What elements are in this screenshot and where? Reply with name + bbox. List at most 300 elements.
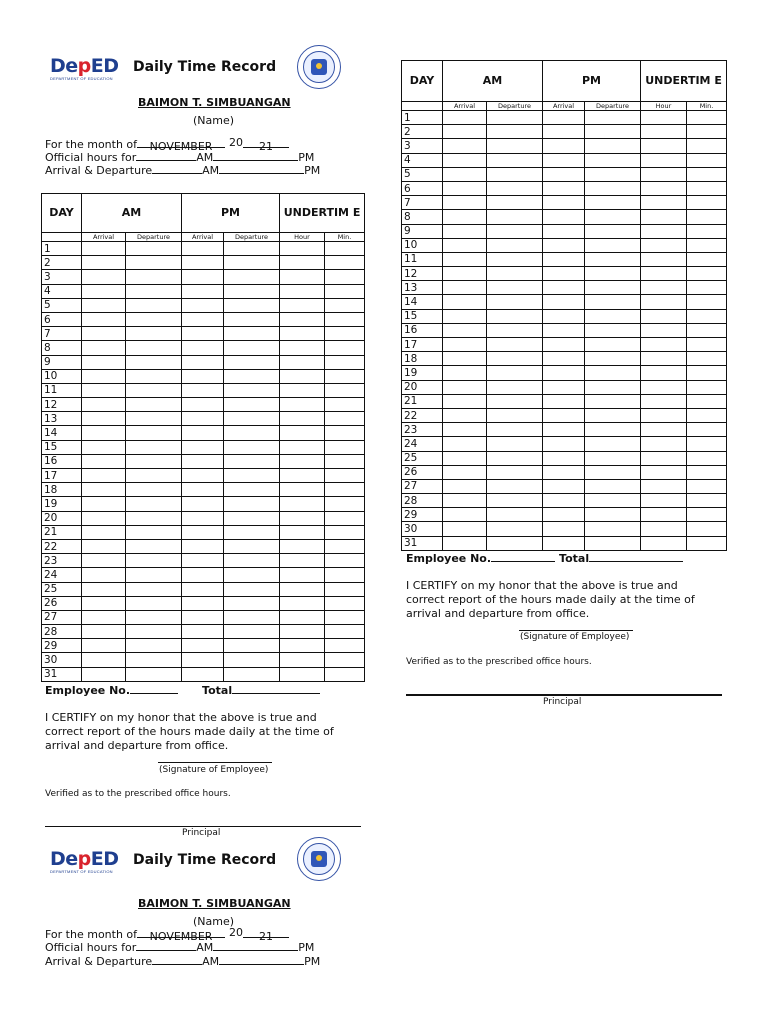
time-cell — [443, 338, 487, 352]
hour-subheader: Hour — [280, 233, 325, 242]
time-cell — [443, 494, 487, 508]
time-cell — [280, 539, 325, 553]
time-cell — [687, 295, 727, 309]
time-cell — [487, 394, 543, 408]
day-number: 30 — [42, 653, 82, 667]
table-row — [42, 568, 365, 582]
table-row — [42, 298, 365, 312]
time-cell — [182, 539, 224, 553]
dtr-table-body — [402, 61, 727, 551]
time-cell — [585, 465, 641, 479]
time-cell — [443, 451, 487, 465]
time-cell — [82, 355, 126, 369]
pm-arrival-subheader: Arrival — [543, 102, 585, 111]
time-cell — [280, 327, 325, 341]
time-cell — [543, 366, 585, 380]
day-number: 17 — [402, 338, 443, 352]
deped-logo: DepED DEPARTMENT OF EDUCATION — [50, 55, 119, 81]
time-cell — [487, 423, 543, 437]
time-cell — [280, 412, 325, 426]
time-cell — [182, 469, 224, 483]
table-row — [42, 539, 365, 553]
time-cell — [182, 497, 224, 511]
time-cell — [325, 667, 365, 681]
time-cell — [182, 568, 224, 582]
am-arrival-subheader: Arrival — [82, 233, 126, 242]
day-number: 31 — [42, 667, 82, 681]
time-cell — [585, 536, 641, 550]
time-cell — [82, 497, 126, 511]
time-cell — [543, 522, 585, 536]
time-cell — [641, 423, 687, 437]
certify-statement-2: I CERTIFY on my honor that the above is true and correct report of the hours made daily at the time of arrival and departure from office. — [406, 579, 695, 620]
time-cell — [224, 355, 280, 369]
time-cell — [585, 423, 641, 437]
table-row — [402, 423, 727, 437]
time-cell — [487, 224, 543, 238]
time-cell — [443, 408, 487, 422]
time-cell — [585, 281, 641, 295]
time-cell — [443, 508, 487, 522]
table-row — [402, 437, 727, 451]
time-cell — [641, 224, 687, 238]
time-cell — [641, 210, 687, 224]
time-cell — [543, 167, 585, 181]
time-cell — [126, 369, 182, 383]
time-cell — [280, 667, 325, 681]
time-cell — [82, 341, 126, 355]
table-row — [42, 554, 365, 568]
time-cell — [280, 483, 325, 497]
time-cell — [641, 479, 687, 493]
time-cell — [487, 309, 543, 323]
day-number: 23 — [42, 554, 82, 568]
day-number: 15 — [402, 309, 443, 323]
day-number: 13 — [402, 281, 443, 295]
time-cell — [126, 625, 182, 639]
time-cell — [126, 469, 182, 483]
time-cell — [182, 582, 224, 596]
time-cell — [126, 298, 182, 312]
time-cell — [126, 610, 182, 624]
time-cell — [325, 554, 365, 568]
table-row — [402, 125, 727, 139]
time-cell — [641, 366, 687, 380]
day-number: 3 — [42, 270, 82, 284]
time-cell — [641, 125, 687, 139]
time-cell — [325, 596, 365, 610]
time-cell — [687, 508, 727, 522]
day-number: 23 — [402, 423, 443, 437]
time-cell — [82, 242, 126, 256]
time-cell — [126, 426, 182, 440]
time-cell — [641, 167, 687, 181]
time-cell — [126, 539, 182, 553]
dtr-table-body — [42, 194, 365, 682]
time-cell — [487, 437, 543, 451]
time-cell — [224, 469, 280, 483]
table-row — [402, 338, 727, 352]
time-cell — [687, 494, 727, 508]
time-cell — [224, 454, 280, 468]
time-cell — [687, 366, 727, 380]
time-cell — [224, 398, 280, 412]
day-number: 8 — [42, 341, 82, 355]
time-cell — [224, 582, 280, 596]
time-cell — [224, 312, 280, 326]
time-cell — [82, 469, 126, 483]
time-cell — [280, 284, 325, 298]
principal-caption-2: Principal — [543, 697, 582, 707]
pm-arrival-subheader: Arrival — [182, 233, 224, 242]
time-cell — [543, 338, 585, 352]
principal-line — [45, 826, 361, 827]
time-cell — [641, 451, 687, 465]
time-cell — [641, 238, 687, 252]
table-row — [42, 653, 365, 667]
signature-caption-2: (Signature of Employee) — [520, 632, 630, 642]
time-cell — [641, 394, 687, 408]
table-row — [402, 352, 727, 366]
day-number: 21 — [402, 394, 443, 408]
time-cell — [687, 252, 727, 266]
day-number: 3 — [402, 139, 443, 153]
time-cell — [443, 210, 487, 224]
table-row — [402, 494, 727, 508]
table-row — [42, 511, 365, 525]
time-cell — [126, 256, 182, 270]
table-row — [402, 139, 727, 153]
table-row — [42, 383, 365, 397]
time-cell — [443, 267, 487, 281]
day-number: 18 — [402, 352, 443, 366]
table-row — [402, 522, 727, 536]
time-cell — [487, 153, 543, 167]
table-row — [402, 465, 727, 479]
time-cell — [641, 536, 687, 550]
employee-name: BAIMON T. SIMBUANGAN — [138, 96, 291, 109]
time-cell — [126, 667, 182, 681]
time-cell — [182, 625, 224, 639]
day-number: 22 — [42, 539, 82, 553]
time-cell — [585, 238, 641, 252]
time-cell — [585, 380, 641, 394]
day-number: 31 — [402, 536, 443, 550]
time-cell — [182, 412, 224, 426]
time-cell — [182, 554, 224, 568]
time-cell — [543, 479, 585, 493]
day-number: 14 — [402, 295, 443, 309]
time-cell — [182, 369, 224, 383]
time-cell — [82, 554, 126, 568]
day-number: 16 — [402, 323, 443, 337]
day-number: 12 — [42, 398, 82, 412]
day-number: 11 — [42, 383, 82, 397]
time-cell — [325, 270, 365, 284]
time-cell — [126, 242, 182, 256]
time-cell — [585, 252, 641, 266]
time-cell — [126, 284, 182, 298]
table-row — [42, 256, 365, 270]
time-cell — [487, 479, 543, 493]
table-row — [402, 153, 727, 167]
time-cell — [687, 423, 727, 437]
time-cell — [487, 125, 543, 139]
time-cell — [641, 252, 687, 266]
time-cell — [182, 525, 224, 539]
time-cell — [82, 539, 126, 553]
time-cell — [443, 153, 487, 167]
time-cell — [585, 295, 641, 309]
table-row — [42, 469, 365, 483]
table-row — [42, 412, 365, 426]
day-number: 16 — [42, 454, 82, 468]
time-cell — [687, 451, 727, 465]
dtr-table-left — [41, 193, 365, 682]
time-cell — [280, 568, 325, 582]
time-cell — [224, 284, 280, 298]
time-cell — [82, 298, 126, 312]
time-cell — [487, 536, 543, 550]
time-cell — [641, 281, 687, 295]
day-number: 27 — [402, 479, 443, 493]
time-cell — [224, 596, 280, 610]
employee-name-2: BAIMON T. SIMBUANGAN — [138, 897, 291, 910]
time-cell — [182, 653, 224, 667]
day-number: 10 — [42, 369, 82, 383]
time-cell — [543, 423, 585, 437]
time-cell — [82, 440, 126, 454]
time-cell — [585, 153, 641, 167]
time-cell — [224, 610, 280, 624]
time-cell — [325, 582, 365, 596]
time-cell — [325, 383, 365, 397]
time-cell — [280, 497, 325, 511]
time-cell — [224, 298, 280, 312]
time-cell — [487, 352, 543, 366]
time-cell — [585, 394, 641, 408]
table-row — [402, 408, 727, 422]
signature-line-2 — [519, 630, 633, 631]
time-cell — [487, 252, 543, 266]
time-cell — [443, 238, 487, 252]
time-cell — [280, 398, 325, 412]
time-cell — [443, 465, 487, 479]
time-cell — [224, 412, 280, 426]
month-line-2: For the month of NOVEMBER 20 21 — [45, 928, 289, 941]
table-row — [42, 440, 365, 454]
day-number: 8 — [402, 210, 443, 224]
day-number: 10 — [402, 238, 443, 252]
time-cell — [182, 596, 224, 610]
time-cell — [325, 483, 365, 497]
time-cell — [82, 625, 126, 639]
arrival-departure-line-2: Arrival & Departure AM PM — [45, 955, 321, 968]
deped-seal-icon-2 — [297, 837, 341, 881]
time-cell — [224, 525, 280, 539]
time-cell — [543, 139, 585, 153]
time-cell — [126, 511, 182, 525]
day-number: 4 — [42, 284, 82, 298]
table-row — [402, 508, 727, 522]
time-cell — [687, 408, 727, 422]
table-row — [402, 210, 727, 224]
time-cell — [585, 267, 641, 281]
time-cell — [641, 408, 687, 422]
time-cell — [182, 327, 224, 341]
time-cell — [687, 153, 727, 167]
day-number: 1 — [402, 111, 443, 125]
table-row — [42, 369, 365, 383]
time-cell — [585, 125, 641, 139]
time-cell — [182, 270, 224, 284]
day-number: 19 — [42, 497, 82, 511]
table-row — [402, 238, 727, 252]
time-cell — [280, 256, 325, 270]
time-cell — [280, 426, 325, 440]
time-cell — [82, 256, 126, 270]
time-cell — [224, 554, 280, 568]
time-cell — [325, 327, 365, 341]
time-cell — [280, 312, 325, 326]
time-cell — [443, 281, 487, 295]
time-cell — [280, 440, 325, 454]
time-cell — [687, 181, 727, 195]
day-number: 25 — [42, 582, 82, 596]
time-cell — [182, 426, 224, 440]
day-number: 5 — [402, 167, 443, 181]
time-cell — [126, 383, 182, 397]
day-number: 20 — [402, 380, 443, 394]
table-row — [402, 309, 727, 323]
time-cell — [543, 451, 585, 465]
day-number: 6 — [402, 181, 443, 195]
time-cell — [687, 536, 727, 550]
time-cell — [126, 440, 182, 454]
time-cell — [82, 383, 126, 397]
time-cell — [585, 210, 641, 224]
time-cell — [325, 398, 365, 412]
time-cell — [687, 465, 727, 479]
time-cell — [543, 224, 585, 238]
table-row — [402, 479, 727, 493]
month-line: For the month of NOVEMBER 20 21 — [45, 138, 289, 151]
time-cell — [325, 355, 365, 369]
time-cell — [82, 426, 126, 440]
time-cell — [82, 596, 126, 610]
table-row — [402, 196, 727, 210]
time-cell — [443, 224, 487, 238]
time-cell — [585, 323, 641, 337]
table-row — [402, 267, 727, 281]
time-cell — [325, 610, 365, 624]
time-cell — [687, 196, 727, 210]
table-row — [402, 366, 727, 380]
day-number: 18 — [42, 483, 82, 497]
time-cell — [325, 426, 365, 440]
table-row — [402, 394, 727, 408]
time-cell — [641, 522, 687, 536]
time-cell — [543, 536, 585, 550]
time-cell — [126, 341, 182, 355]
time-cell — [585, 494, 641, 508]
pm-header: PM — [182, 194, 280, 233]
time-cell — [182, 667, 224, 681]
time-cell — [325, 412, 365, 426]
day-number: 11 — [402, 252, 443, 266]
employee-no-line-2: Employee No. Total — [406, 552, 683, 565]
time-cell — [487, 181, 543, 195]
table-row — [42, 426, 365, 440]
time-cell — [280, 242, 325, 256]
time-cell — [182, 483, 224, 497]
time-cell — [687, 224, 727, 238]
time-cell — [224, 440, 280, 454]
time-cell — [641, 437, 687, 451]
time-cell — [224, 497, 280, 511]
time-cell — [687, 394, 727, 408]
time-cell — [443, 437, 487, 451]
dtr-table-right — [401, 60, 727, 551]
time-cell — [487, 167, 543, 181]
time-cell — [443, 479, 487, 493]
table-row — [42, 454, 365, 468]
time-cell — [182, 398, 224, 412]
table-row — [402, 181, 727, 195]
time-cell — [543, 153, 585, 167]
principal-caption: Principal — [182, 828, 221, 838]
table-row — [402, 252, 727, 266]
day-header: DAY — [402, 61, 443, 102]
time-cell — [543, 210, 585, 224]
time-cell — [543, 238, 585, 252]
time-cell — [443, 366, 487, 380]
time-cell — [126, 653, 182, 667]
time-cell — [487, 139, 543, 153]
day-number: 2 — [42, 256, 82, 270]
time-cell — [325, 284, 365, 298]
time-cell — [224, 270, 280, 284]
table-row — [402, 111, 727, 125]
principal-line-2 — [406, 694, 722, 696]
day-header: DAY — [42, 194, 82, 233]
time-cell — [182, 639, 224, 653]
table-row — [42, 312, 365, 326]
deped-seal-icon — [297, 45, 341, 89]
time-cell — [543, 394, 585, 408]
deped-logo-2: DepED DEPARTMENT OF EDUCATION — [50, 848, 119, 874]
time-cell — [280, 525, 325, 539]
time-cell — [82, 327, 126, 341]
table-row — [402, 281, 727, 295]
time-cell — [687, 352, 727, 366]
time-cell — [280, 355, 325, 369]
am-header: AM — [82, 194, 182, 233]
time-cell — [687, 125, 727, 139]
time-cell — [82, 667, 126, 681]
time-cell — [280, 582, 325, 596]
table-row — [42, 483, 365, 497]
time-cell — [687, 323, 727, 337]
time-cell — [687, 479, 727, 493]
time-cell — [325, 440, 365, 454]
time-cell — [443, 167, 487, 181]
time-cell — [585, 522, 641, 536]
time-cell — [487, 408, 543, 422]
time-cell — [224, 625, 280, 639]
day-number: 24 — [42, 568, 82, 582]
logo-subtitle-2: DEPARTMENT OF EDUCATION — [50, 869, 113, 874]
